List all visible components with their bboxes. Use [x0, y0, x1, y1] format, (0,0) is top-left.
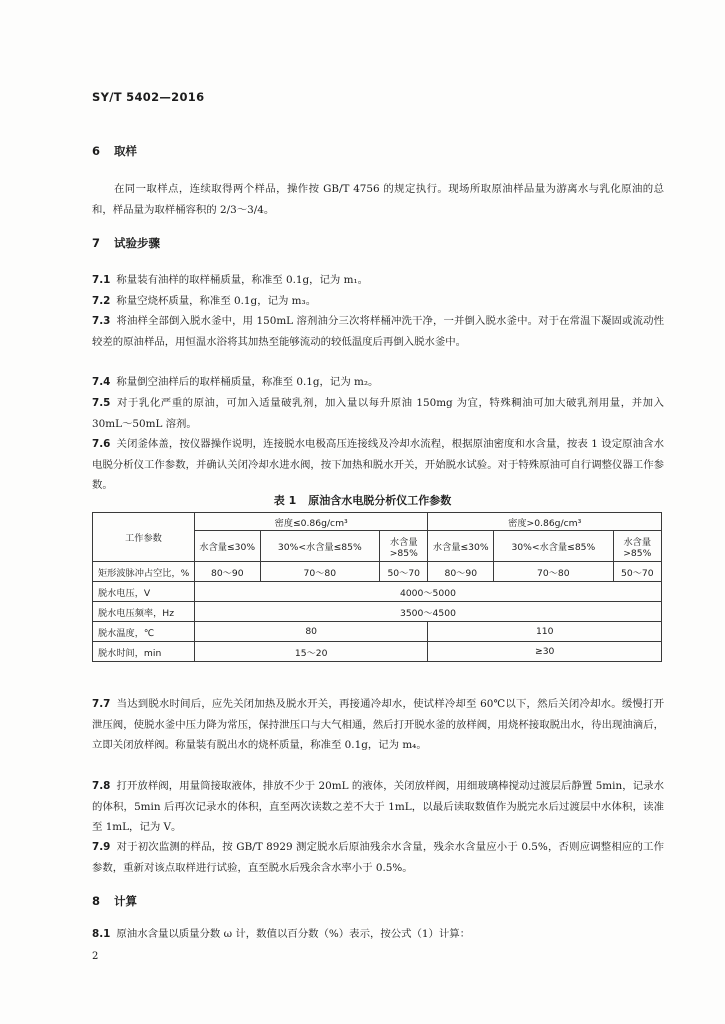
subheader-water-mid: 30%<水含量≤85%	[494, 531, 613, 562]
section-number: 6	[92, 144, 101, 158]
table-row	[93, 602, 662, 622]
clause-7-7	[92, 694, 664, 756]
header-param-cell: 工作参数	[93, 513, 195, 562]
section-title: 试验步骤	[114, 236, 160, 250]
table-cell: 15～20	[194, 642, 428, 662]
clause-number: 7.8	[92, 780, 111, 792]
clause-7-4	[92, 372, 664, 393]
section-number: 7	[92, 236, 101, 250]
subheader-water-high: 水含量>85%	[613, 531, 661, 562]
clause-7-6	[92, 434, 664, 496]
table-header-row	[93, 513, 662, 531]
table-cell: 80～90	[194, 562, 260, 582]
table-row	[93, 622, 662, 642]
section-6-paragraph: 在同一取样点，连续取得两个样品，操作按 GB/T 4756 的规定执行。现场所取原油样品量为游离水与乳化原油的总和，样品量为取样桶容积的 2/3～3/4。	[92, 183, 664, 216]
table-cell: 80	[194, 622, 428, 642]
table-cell: 4000～5000	[194, 582, 661, 602]
page-number: 2	[92, 951, 99, 962]
table-row	[93, 562, 662, 582]
table-caption	[0, 492, 725, 508]
parameters-table	[92, 512, 662, 662]
subheader-water-low: 水含量≤30%	[194, 531, 260, 562]
header-group-high-density: 密度>0.86g/cm³	[428, 513, 662, 531]
table-cell: 3500～4500	[194, 602, 661, 622]
table-cell: 50～70	[380, 562, 428, 582]
clause-number: 7.5	[92, 397, 111, 409]
subheader-water-low: 水含量≤30%	[428, 531, 494, 562]
header-group-low-density: 密度≤0.86g/cm³	[194, 513, 428, 531]
clause-number: 7.1	[92, 274, 111, 286]
clause-number: 7.9	[92, 841, 111, 853]
clause-text: 打开放样阀，用量筒接取液体，排放不少于 20mL 的液体，关闭放样阀，用细玻璃棒搅动过渡层后静置 5min，记录水的体积，5min 后再次记录水的体积，直至两次读数之差不大于 1mL，以最后读取数值作为脱完水后过渡层中水体积，读准至 1mL，记为 V。	[92, 780, 664, 833]
section-8-heading	[92, 893, 137, 909]
table-cell: 70～80	[260, 562, 379, 582]
clause-number: 7.7	[92, 698, 111, 710]
table-cell: 70～80	[494, 562, 613, 582]
subheader-water-mid: 30%<水含量≤85%	[260, 531, 379, 562]
standard-code-header: SY/T 5402—2016	[92, 90, 205, 104]
clause-7-5	[92, 393, 664, 434]
clause-text: 称量装有油样的取样桶质量，称准至 0.1g，记为 m₁。	[116, 274, 369, 286]
section-7-heading	[92, 235, 160, 251]
table-cell: ≥30	[428, 642, 662, 662]
clause-text: 关闭釜体盖，按仪器操作说明，连接脱水电极高压连接线及冷却水流程，根据原油密度和水含量，按表 1 设定原油含水电脱分析仪工作参数，并确认关闭冷却水进水阀，按下加热和脱水开关，开始脱水试验。对于特殊原油可自行调整仪器工作参数。	[92, 438, 664, 491]
clause-text: 对于初次监测的样品，按 GB/T 8929 测定脱水后原油残余水含量，残余水含量应小于 0.5%，否则应调整相应的工作参数，重新对该点取样进行试验，直至脱水后残余含水率小于 0.5%。	[92, 841, 664, 874]
table-row	[93, 642, 662, 662]
section-title: 计算	[114, 894, 137, 908]
clause-7-1	[92, 270, 664, 291]
table-cell: 80～90	[428, 562, 494, 582]
clause-number: 7.4	[92, 376, 111, 388]
section-title: 取样	[114, 144, 137, 158]
table-title: 原油含水电脱分析仪工作参数	[308, 494, 452, 507]
table-cell: 50～70	[613, 562, 661, 582]
section-number: 8	[92, 894, 101, 908]
subheader-water-high: 水含量>85%	[380, 531, 428, 562]
clause-number: 7.3	[92, 315, 111, 327]
row-label: 脱水时间，min	[93, 642, 195, 662]
row-label: 脱水温度，℃	[93, 622, 195, 642]
clause-7-3	[92, 311, 664, 352]
clause-number: 8.1	[92, 928, 111, 940]
clause-number: 7.2	[92, 295, 111, 307]
clause-text: 原油水含量以质量分数 ω 计，数值以百分数（%）表示，按公式（1）计算：	[116, 928, 471, 940]
table-number: 表 1	[273, 494, 297, 507]
clause-text: 称量空烧杯质量，称准至 0.1g，记为 m₃。	[116, 295, 317, 307]
row-label: 矩形波脉冲占空比，%	[93, 562, 195, 582]
clause-text: 称量倒空油样后的取样桶质量，称准至 0.1g，记为 m₂。	[116, 376, 379, 388]
clause-text: 当达到脱水时间后，应先关闭加热及脱水开关，再接通冷却水，使试样冷却至 60℃以下，然后关闭冷却水。缓慢打开泄压阀，使脱水釜中压力降为常压，保持泄压口与大气相通，然后打开脱水釜的放样阀，用烧杯接取脱出水，待出现油滴后，立即关闭放样阀。称量装有脱出水的烧杯质量，称准至 0.1g，记为 m₄。	[92, 698, 664, 751]
clause-8-1	[92, 924, 664, 945]
clause-7-9	[92, 837, 664, 878]
row-label: 脱水电压，V	[93, 582, 195, 602]
clause-7-2	[92, 291, 664, 312]
clause-text: 对于乳化严重的原油，可加入适量破乳剂，加入量以每升原油 150mg 为宜，特殊稠油可加大破乳剂用量，并加入 30mL～50mL 溶剂。	[92, 397, 664, 430]
clause-number: 7.6	[92, 438, 111, 450]
table-row	[93, 582, 662, 602]
section-6-heading	[92, 143, 137, 159]
table-cell: 110	[428, 622, 662, 642]
clause-text: 将油样全部倒入脱水釜中，用 150mL 溶剂油分三次将样桶冲洗干净，一并倒入脱水釜中。对于在常温下凝固或流动性较差的原油样品，用恒温水浴将其加热至能够流动的较低温度后再倒入脱水釜中。	[92, 315, 664, 348]
row-label: 脱水电压频率，Hz	[93, 602, 195, 622]
clause-7-8	[92, 776, 664, 838]
